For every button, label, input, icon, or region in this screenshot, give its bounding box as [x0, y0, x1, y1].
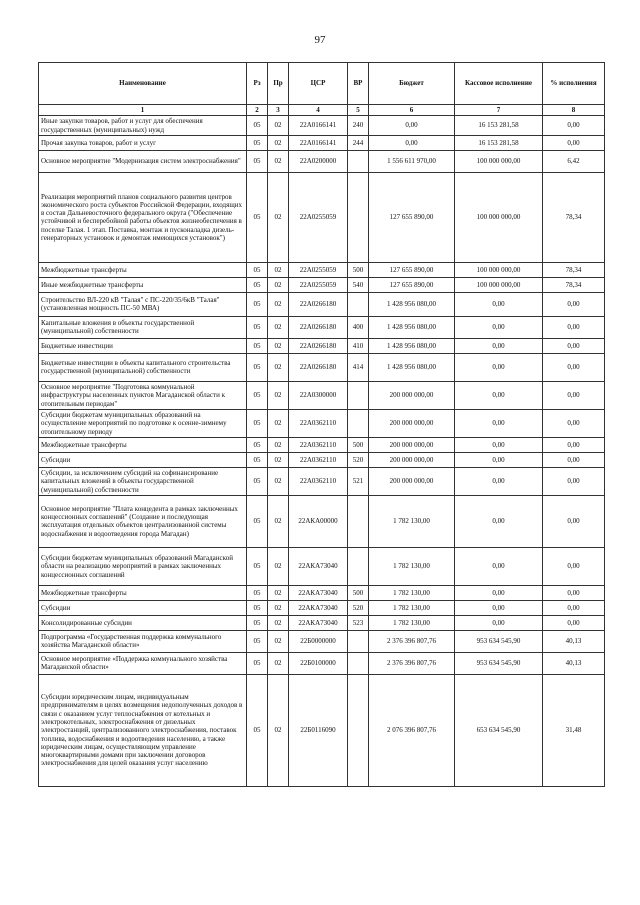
row-cash: 0,00	[455, 467, 543, 495]
row-vr	[348, 495, 369, 547]
row-percent: 40,13	[543, 652, 605, 674]
row-percent: 0,00	[543, 135, 605, 150]
row-cash: 953 634 545,90	[455, 652, 543, 674]
row-csr: 22А0266180	[289, 292, 348, 316]
row-rz: 05	[247, 630, 268, 652]
row-pr: 02	[268, 316, 289, 338]
row-pr: 02	[268, 409, 289, 437]
row-csr: 22АКА73040	[289, 547, 348, 585]
row-percent: 0,00	[543, 316, 605, 338]
table-row	[39, 338, 605, 353]
col-index-7: 7	[455, 105, 543, 116]
row-percent: 0,00	[543, 437, 605, 452]
row-vr: 410	[348, 338, 369, 353]
row-pr: 02	[268, 615, 289, 630]
table-row	[39, 630, 605, 652]
row-csr: 22Б0000000	[289, 630, 348, 652]
row-csr: 22А0362110	[289, 437, 348, 452]
table-row	[39, 292, 605, 316]
row-rz: 05	[247, 495, 268, 547]
row-vr: 414	[348, 353, 369, 381]
row-pr: 02	[268, 495, 289, 547]
table-row	[39, 135, 605, 150]
row-vr	[348, 292, 369, 316]
table-row	[39, 172, 605, 262]
row-name: Основное мероприятие "Модернизация систем электроснабжения"	[39, 150, 247, 172]
row-budget: 1 782 130,00	[369, 615, 455, 630]
row-vr: 520	[348, 600, 369, 615]
row-pr: 02	[268, 135, 289, 150]
row-pr: 02	[268, 292, 289, 316]
row-rz: 05	[247, 674, 268, 786]
row-vr	[348, 409, 369, 437]
row-pr: 02	[268, 262, 289, 277]
row-vr: 523	[348, 615, 369, 630]
col-header-pr: Пр	[268, 63, 289, 105]
row-rz: 05	[247, 292, 268, 316]
row-name: Субсидии, за исключением субсидий на софинансирование капитальных вложений в объекты государственной (муниципальной) собственности	[39, 467, 247, 495]
row-budget: 1 782 130,00	[369, 547, 455, 585]
row-vr	[348, 547, 369, 585]
table-row	[39, 674, 605, 786]
row-name: Основное мероприятие «Поддержка коммунального хозяйства Магаданской области»	[39, 652, 247, 674]
row-cash: 0,00	[455, 338, 543, 353]
row-name: Иные закупки товаров, работ и услуг для обеспечения государственных (муниципальных) нужд	[39, 116, 247, 136]
row-pr: 02	[268, 277, 289, 292]
col-index-8: 8	[543, 105, 605, 116]
table-row	[39, 409, 605, 437]
row-cash: 100 000 000,00	[455, 277, 543, 292]
row-name: Субсидии бюджетам муниципальных образований на осуществление мероприятий по подготовке к осенне-зимнему отопительному периоду	[39, 409, 247, 437]
row-name: Иные межбюджетные трансферты	[39, 277, 247, 292]
row-percent: 31,48	[543, 674, 605, 786]
row-cash: 0,00	[455, 585, 543, 600]
col-header-budget: Бюджет	[369, 63, 455, 105]
row-percent: 0,00	[543, 338, 605, 353]
table-row	[39, 437, 605, 452]
col-header-cash: Кассовое исполнение	[455, 63, 543, 105]
column-index-row	[39, 105, 605, 116]
row-name: Бюджетные инвестиции	[39, 338, 247, 353]
row-rz: 05	[247, 547, 268, 585]
row-csr: 22АКА73040	[289, 585, 348, 600]
table-row	[39, 116, 605, 136]
row-percent: 0,00	[543, 547, 605, 585]
col-header-csr: ЦСР	[289, 63, 348, 105]
table-row	[39, 600, 605, 615]
row-vr: 540	[348, 277, 369, 292]
row-csr: 22А0300000	[289, 381, 348, 409]
row-rz: 05	[247, 338, 268, 353]
row-percent: 0,00	[543, 600, 605, 615]
col-index-2: 2	[247, 105, 268, 116]
table-row	[39, 277, 605, 292]
row-cash: 16 153 281,58	[455, 135, 543, 150]
row-pr: 02	[268, 437, 289, 452]
row-vr: 240	[348, 116, 369, 136]
row-csr: 22А0255059	[289, 262, 348, 277]
budget-execution-table	[38, 62, 605, 787]
row-rz: 05	[247, 135, 268, 150]
row-csr: 22А0266180	[289, 316, 348, 338]
row-pr: 02	[268, 353, 289, 381]
row-csr: 22А0255059	[289, 277, 348, 292]
row-name: Межбюджетные трансферты	[39, 262, 247, 277]
row-csr: 22А0166141	[289, 135, 348, 150]
row-budget: 1 428 956 080,00	[369, 292, 455, 316]
row-vr	[348, 150, 369, 172]
row-percent: 0,00	[543, 116, 605, 136]
row-pr: 02	[268, 600, 289, 615]
row-percent: 0,00	[543, 409, 605, 437]
row-csr: 22А0362110	[289, 452, 348, 467]
table-row	[39, 652, 605, 674]
row-cash: 0,00	[455, 409, 543, 437]
row-cash: 100 000 000,00	[455, 172, 543, 262]
row-name: Субсидии бюджетам муниципальных образований Магаданской области на реализацию мероприятий в рамках заключенных концессионных соглашений	[39, 547, 247, 585]
row-cash: 0,00	[455, 547, 543, 585]
row-vr	[348, 381, 369, 409]
row-rz: 05	[247, 467, 268, 495]
row-rz: 05	[247, 262, 268, 277]
row-vr: 500	[348, 262, 369, 277]
row-budget: 127 655 890,00	[369, 172, 455, 262]
row-rz: 05	[247, 277, 268, 292]
row-pr: 02	[268, 338, 289, 353]
row-percent: 0,00	[543, 615, 605, 630]
row-percent: 0,00	[543, 495, 605, 547]
row-cash: 653 634 545,90	[455, 674, 543, 786]
row-rz: 05	[247, 150, 268, 172]
row-percent: 0,00	[543, 467, 605, 495]
row-percent: 40,13	[543, 630, 605, 652]
table-row	[39, 262, 605, 277]
row-vr: 500	[348, 437, 369, 452]
row-name: Основное мероприятие "Плата концедента в рамках заключенных концессионных соглашений" (Создание и последующая эксплуатация отдельных объектов централизованной системы водоснабжения и водоотведения города Магадан)	[39, 495, 247, 547]
row-name: Субсидии	[39, 452, 247, 467]
row-cash: 0,00	[455, 495, 543, 547]
row-rz: 05	[247, 652, 268, 674]
row-budget: 1 428 956 080,00	[369, 353, 455, 381]
table-row	[39, 316, 605, 338]
row-csr: 22Б0116090	[289, 674, 348, 786]
table-row	[39, 150, 605, 172]
row-pr: 02	[268, 452, 289, 467]
row-budget: 2 376 396 807,76	[369, 652, 455, 674]
row-budget: 2 376 396 807,76	[369, 630, 455, 652]
row-name: Консолидированные субсидии	[39, 615, 247, 630]
col-index-6: 6	[369, 105, 455, 116]
table-row	[39, 495, 605, 547]
row-budget: 200 000 000,00	[369, 409, 455, 437]
col-index-1: 1	[39, 105, 247, 116]
row-csr: 22А0255059	[289, 172, 348, 262]
row-budget: 0,00	[369, 116, 455, 136]
row-rz: 05	[247, 615, 268, 630]
row-budget: 200 000 000,00	[369, 381, 455, 409]
row-vr: 400	[348, 316, 369, 338]
page-number: 97	[314, 34, 326, 46]
row-percent: 78,34	[543, 277, 605, 292]
row-rz: 05	[247, 409, 268, 437]
row-csr: 22АКА73040	[289, 600, 348, 615]
row-csr: 22А0266180	[289, 338, 348, 353]
row-pr: 02	[268, 630, 289, 652]
row-budget: 1 428 956 080,00	[369, 338, 455, 353]
row-percent: 0,00	[543, 292, 605, 316]
table-row	[39, 615, 605, 630]
row-cash: 0,00	[455, 353, 543, 381]
row-pr: 02	[268, 674, 289, 786]
row-rz: 05	[247, 585, 268, 600]
col-header-rz: Рз	[247, 63, 268, 105]
row-budget: 200 000 000,00	[369, 437, 455, 452]
row-vr: 521	[348, 467, 369, 495]
row-csr: 22А0266180	[289, 353, 348, 381]
row-name: Подпрограмма «Государственная поддержка коммунального хозяйства Магаданской области»	[39, 630, 247, 652]
row-budget: 200 000 000,00	[369, 452, 455, 467]
row-pr: 02	[268, 172, 289, 262]
col-index-4: 4	[289, 105, 348, 116]
row-cash: 953 634 545,90	[455, 630, 543, 652]
row-cash: 0,00	[455, 292, 543, 316]
row-budget: 200 000 000,00	[369, 467, 455, 495]
row-csr: 22Б0100000	[289, 652, 348, 674]
row-rz: 05	[247, 437, 268, 452]
row-rz: 05	[247, 353, 268, 381]
row-cash: 0,00	[455, 452, 543, 467]
col-index-5: 5	[348, 105, 369, 116]
row-cash: 100 000 000,00	[455, 262, 543, 277]
row-vr: 244	[348, 135, 369, 150]
row-cash: 0,00	[455, 615, 543, 630]
row-csr: 22А0166141	[289, 116, 348, 136]
row-percent: 6,42	[543, 150, 605, 172]
row-name: Бюджетные инвестиции в объекты капитального строительства государственной (муниципальной) собственности	[39, 353, 247, 381]
row-vr	[348, 630, 369, 652]
row-csr: 22АКА00000	[289, 495, 348, 547]
row-percent: 0,00	[543, 381, 605, 409]
table-row	[39, 547, 605, 585]
header-row	[39, 63, 605, 105]
row-name: Межбюджетные трансферты	[39, 585, 247, 600]
row-rz: 05	[247, 316, 268, 338]
row-csr: 22А0362110	[289, 467, 348, 495]
row-name: Строительство ВЛ-220 кВ "Талая" с ПС-220/35/6кВ "Талая" (установленная мощность ПС-50 МВА)	[39, 292, 247, 316]
row-name: Субсидии	[39, 600, 247, 615]
row-name: Межбюджетные трансферты	[39, 437, 247, 452]
row-name: Основное мероприятие "Подготовка коммунальной инфраструктуры населенных пунктов Магаданской области к отопительным периодам"	[39, 381, 247, 409]
table-row	[39, 353, 605, 381]
row-percent: 0,00	[543, 353, 605, 381]
row-pr: 02	[268, 116, 289, 136]
row-cash: 0,00	[455, 600, 543, 615]
row-pr: 02	[268, 467, 289, 495]
col-index-3: 3	[268, 105, 289, 116]
row-name: Субсидии юридическим лицам, индивидуальным предпринимателям в целях возмещения недополученных доходов в связи с оказанием услуг теплоснабжения от котельных и электрокотельных, электроснабжения от дизельных электростанций, централизованного электроснабжения, поставок топлива, водоснабжения и водоотведения населению, а также юридическим лицам, осуществляющим управление многоквартирными домами при заключении договоров электроснабжения для целей оказания услуг населению	[39, 674, 247, 786]
table-row	[39, 381, 605, 409]
row-budget: 1 428 956 080,00	[369, 316, 455, 338]
row-budget: 1 782 130,00	[369, 495, 455, 547]
col-header-vr: ВР	[348, 63, 369, 105]
row-cash: 16 153 281,58	[455, 116, 543, 136]
row-pr: 02	[268, 150, 289, 172]
row-rz: 05	[247, 452, 268, 467]
row-csr: 22А0200000	[289, 150, 348, 172]
row-budget: 127 655 890,00	[369, 277, 455, 292]
row-vr	[348, 674, 369, 786]
row-percent: 78,34	[543, 172, 605, 262]
row-cash: 100 000 000,00	[455, 150, 543, 172]
row-budget: 1 782 130,00	[369, 585, 455, 600]
row-rz: 05	[247, 116, 268, 136]
row-pr: 02	[268, 381, 289, 409]
row-vr: 520	[348, 452, 369, 467]
table-row	[39, 467, 605, 495]
row-percent: 78,34	[543, 262, 605, 277]
row-rz: 05	[247, 172, 268, 262]
col-header-percent: % исполнения	[543, 63, 605, 105]
row-rz: 05	[247, 600, 268, 615]
row-budget: 1 556 611 970,00	[369, 150, 455, 172]
row-budget: 0,00	[369, 135, 455, 150]
row-budget: 2 076 396 807,76	[369, 674, 455, 786]
row-cash: 0,00	[455, 437, 543, 452]
row-pr: 02	[268, 547, 289, 585]
row-pr: 02	[268, 652, 289, 674]
row-csr: 22АКА73040	[289, 615, 348, 630]
row-budget: 1 782 130,00	[369, 600, 455, 615]
row-percent: 0,00	[543, 452, 605, 467]
table-row	[39, 452, 605, 467]
row-name: Прочая закупка товаров, работ и услуг	[39, 135, 247, 150]
row-name: Реализация мероприятий планов социального развития центров экономического роста субъектов Российской Федерации, входящих в состав Дальневосточного федерального округа ("Обеспечение устойчивой и бесперебойной работы объектов жизнеобеспечения в поселке Талая. 1 этап. Поставка, монтаж и пусконаладка дизель-генераторных установок и демонтаж имеющихся установок")	[39, 172, 247, 262]
row-vr	[348, 172, 369, 262]
row-percent: 0,00	[543, 585, 605, 600]
table-body	[39, 116, 605, 787]
row-name: Капитальные вложения в объекты государственной (муниципальной) собственности	[39, 316, 247, 338]
row-cash: 0,00	[455, 316, 543, 338]
row-csr: 22А0362110	[289, 409, 348, 437]
row-vr: 500	[348, 585, 369, 600]
row-pr: 02	[268, 585, 289, 600]
col-header-name: Наименование	[39, 63, 247, 105]
row-rz: 05	[247, 381, 268, 409]
row-cash: 0,00	[455, 381, 543, 409]
table-row	[39, 585, 605, 600]
row-budget: 127 655 890,00	[369, 262, 455, 277]
row-vr	[348, 652, 369, 674]
